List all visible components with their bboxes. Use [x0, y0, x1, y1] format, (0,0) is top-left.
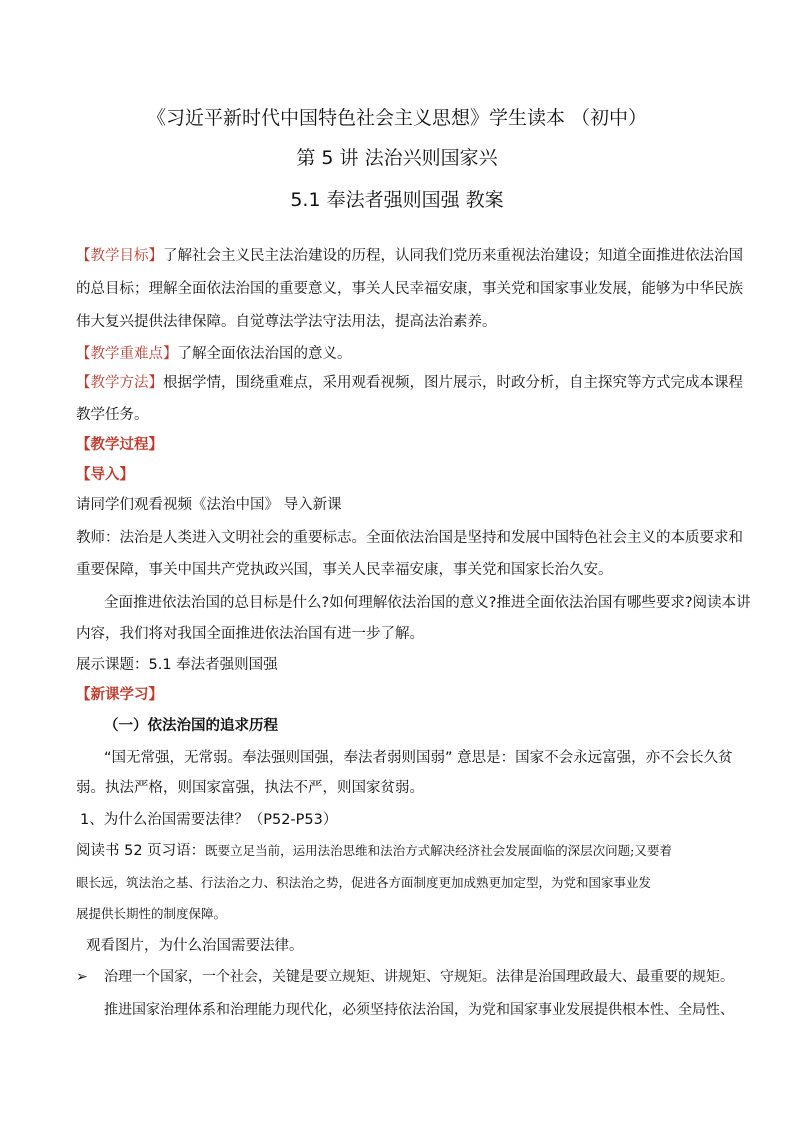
objectives-text-3: 伟大复兴提供法律保障。自觉尊法学法守法用法，提高法治素养。 — [76, 314, 497, 330]
bullet-line-2: 推进国家治理体系和治理能力现代化，必须坚持依法治国，为党和国家事业发展提供根本性、全局性、 — [104, 1002, 734, 1018]
question-line-2: 内容，我们将对我国全面推进依法治国有进一步了解。 — [76, 626, 424, 642]
key-points-label: 【教学重难点】 — [76, 346, 178, 362]
reading-text-3: 展提供长期性的制度保障。 — [76, 906, 227, 921]
question-why-law: 1、为什么治国需要法律？（P52-P53） — [80, 812, 338, 828]
new-lesson-label: 【新课学习】 — [76, 687, 163, 703]
methods-text-1: 根据学情，围绕重难点，采用观看视频，图片展示，时政分析，自主探究等方式完成本课程 — [163, 375, 743, 391]
document-title-lecture: 第 5 讲 法治兴则国家兴 — [296, 147, 498, 169]
key-points-text: 了解全面依法治国的意义。 — [177, 346, 352, 362]
methods-label: 【教学方法】 — [76, 375, 163, 391]
quote-line-2: 弱。执法严格，则国家富强，执法不严，则国家贫弱。 — [76, 780, 424, 796]
teacher-line-1: 教师：法治是人类进入文明社会的重要标志。全面依法治国是坚持和发展中国特色社会主义的本质要求和 — [76, 530, 743, 546]
key-points-paragraph — [76, 344, 352, 364]
objectives-label: 【教学目标】 — [76, 248, 163, 264]
methods-text-2: 教学任务。 — [76, 407, 149, 423]
question-line-1: 全面推进依法治国的总目标是什么?如何理解依法治国的意义?推进全面依法治国有哪些要求?阅读本讲 — [104, 595, 751, 611]
quote-line-1: “国无常强，无常弱。奉法强则国强，奉法者弱则国弱” 意思是：国家不会永远富强，亦不会长久贫 — [104, 750, 733, 766]
reading-text-2: 眼长远，筑法治之基、行法治之力、积法治之势，促进各方面制度更加成熟更加定型，为党和国家事业发 — [76, 875, 652, 890]
reading-prefix: 阅读书 52 页习语： — [76, 843, 206, 859]
methods-paragraph — [76, 373, 743, 393]
objectives-paragraph — [76, 246, 743, 266]
process-label: 【教学过程】 — [76, 437, 163, 453]
picture-line: 观看图片，为什么治国需要法律。 — [86, 938, 304, 954]
document-title-book: 《习近平新时代中国特色社会主义思想》学生读本 （初中） — [146, 107, 648, 129]
objectives-text-2: 的总目标；理解全面依法治国的重要意义，事关人民幸福安康，事关党和国家事业发展，能够为中华民族 — [76, 281, 743, 297]
bullet-arrow-icon: ➢ — [76, 969, 88, 985]
objectives-text-1: 了解社会主义民主法治建设的历程，认同我们党历来重视法治建设；知道全面推进依法治国 — [163, 248, 743, 264]
reading-text-1: 既要立足当前，运用法治思维和法治方式解决经济社会发展面临的深层次问题;又要着 — [205, 843, 672, 858]
intro-label: 【导入】 — [76, 467, 134, 483]
reading-paragraph — [76, 841, 672, 861]
teacher-line-2: 重要保障，事关中国共产党执政兴国，事关人民幸福安康，事关党和国家长治久安。 — [76, 562, 613, 578]
section-heading: （一）依法治国的追求历程 — [104, 718, 278, 734]
topic-line: 展示课题：5.1 奉法者强则国强 — [76, 657, 278, 673]
bullet-line-1: 治理一个国家，一个社会，关键是要立规矩、讲规矩、守规矩。法律是治国理政最大、最重要的规矩。 — [104, 969, 734, 985]
intro-line: 请同学们观看视频《法治中国》 导入新课 — [76, 497, 342, 513]
document-title-lesson: 5.1 奉法者强则国强 教案 — [290, 189, 504, 211]
